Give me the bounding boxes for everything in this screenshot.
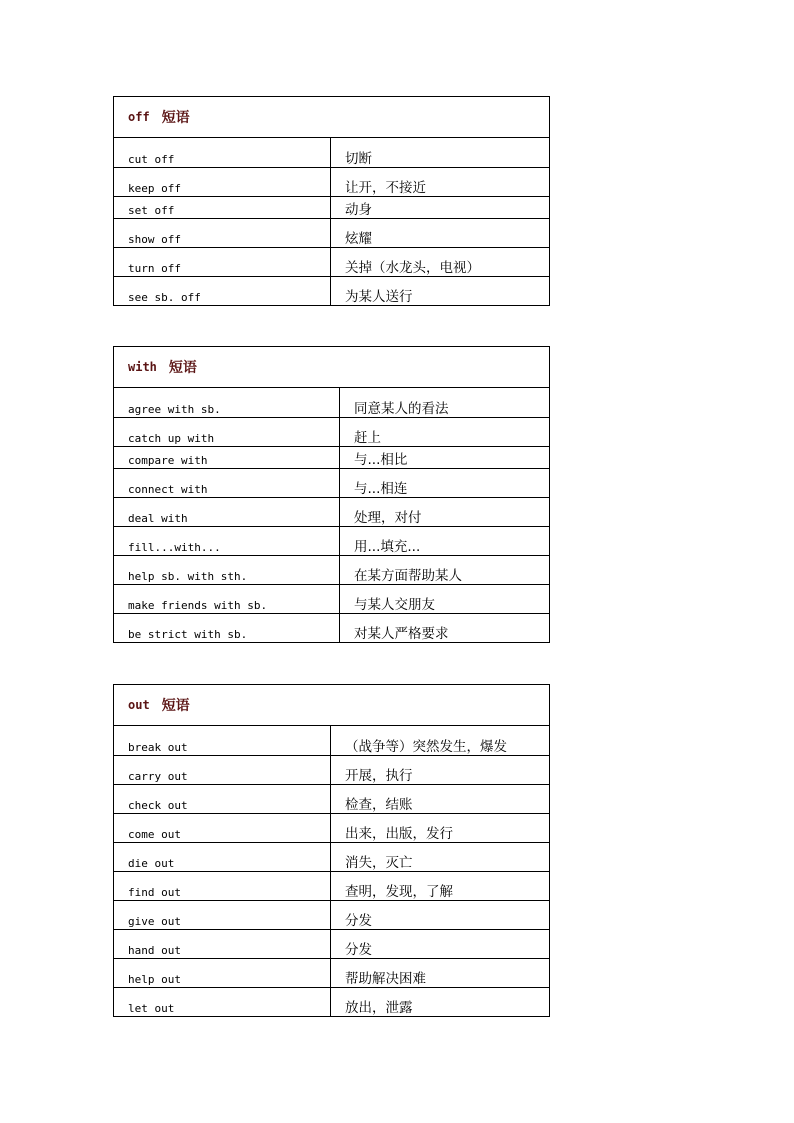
phrase-en: be strict with sb.	[114, 614, 340, 642]
phrase-en: find out	[114, 872, 331, 900]
phrase-en: break out	[114, 726, 331, 755]
phrase-en: help sb. with sth.	[114, 556, 340, 584]
phrase-en: catch up with	[114, 418, 340, 446]
table-label: 短语	[168, 360, 197, 376]
table-row	[114, 726, 549, 755]
phrase-cn: 用...填充...	[354, 539, 421, 555]
phrase-en: come out	[114, 814, 331, 842]
phrase-table-with	[113, 346, 550, 643]
table-row	[114, 497, 549, 526]
table-header	[114, 347, 549, 388]
table-row	[114, 388, 549, 417]
phrase-en: die out	[114, 843, 331, 871]
table-row	[114, 526, 549, 555]
table-row	[114, 468, 549, 497]
table-header	[114, 97, 549, 138]
phrase-cn: 赶上	[354, 430, 381, 446]
table-row	[114, 755, 549, 784]
table-row	[114, 196, 549, 218]
table-row	[114, 446, 549, 468]
phrase-cn: 分发	[345, 913, 372, 929]
table-keyword: off	[128, 110, 150, 124]
phrase-cn: 与...相连	[354, 481, 408, 497]
phrase-en: give out	[114, 901, 331, 929]
table-row	[114, 138, 549, 167]
phrase-en: fill...with...	[114, 527, 340, 555]
table-label: 短语	[161, 698, 190, 714]
phrase-cn: 开展，执行	[345, 768, 413, 784]
table-row	[114, 247, 549, 276]
phrase-en: deal with	[114, 498, 340, 526]
phrase-cn: （战争等）突然发生，爆发	[345, 739, 507, 755]
phrase-en: connect with	[114, 469, 340, 497]
phrase-en: set off	[114, 197, 331, 218]
table-row	[114, 929, 549, 958]
table-row	[114, 417, 549, 446]
phrase-table-off	[113, 96, 550, 306]
table-row	[114, 900, 549, 929]
phrase-cn: 消失，灭亡	[345, 855, 413, 871]
phrase-en: let out	[114, 988, 331, 1016]
table-row	[114, 987, 549, 1016]
table-row	[114, 813, 549, 842]
table-row	[114, 555, 549, 584]
phrase-cn: 同意某人的看法	[354, 401, 449, 417]
phrase-en: cut off	[114, 138, 331, 167]
phrase-cn: 炫耀	[345, 231, 372, 247]
phrase-en: compare with	[114, 447, 340, 468]
phrase-cn: 为某人送行	[345, 289, 413, 305]
phrase-cn: 出来，出版，发行	[345, 826, 453, 842]
table-row	[114, 784, 549, 813]
table-row	[114, 276, 549, 305]
phrase-en: check out	[114, 785, 331, 813]
table-row	[114, 167, 549, 196]
phrase-cn: 处理，对付	[354, 510, 422, 526]
phrase-en: show off	[114, 219, 331, 247]
phrase-cn: 帮助解决困难	[345, 971, 426, 987]
phrase-cn: 在某方面帮助某人	[354, 568, 462, 584]
phrase-en: turn off	[114, 248, 331, 276]
table-row	[114, 613, 549, 642]
phrase-cn: 与...相比	[354, 452, 408, 468]
table-row	[114, 218, 549, 247]
phrase-cn: 关掉（水龙头，电视）	[345, 260, 480, 276]
phrase-cn: 对某人严格要求	[354, 626, 449, 642]
phrase-cn: 放出，泄露	[345, 1000, 413, 1016]
phrase-en: carry out	[114, 756, 331, 784]
table-row	[114, 584, 549, 613]
table-header	[114, 685, 549, 726]
phrase-en: help out	[114, 959, 331, 987]
phrase-cn: 与某人交朋友	[354, 597, 435, 613]
table-keyword: with	[128, 360, 157, 374]
phrase-en: make friends with sb.	[114, 585, 340, 613]
phrase-en: agree with sb.	[114, 388, 340, 417]
phrase-cn: 分发	[345, 942, 372, 958]
phrase-cn: 动身	[345, 202, 372, 218]
table-row	[114, 958, 549, 987]
phrase-en: keep off	[114, 168, 331, 196]
phrase-cn: 查明，发现，了解	[345, 884, 453, 900]
phrase-cn: 检查，结账	[345, 797, 413, 813]
phrase-en: hand out	[114, 930, 331, 958]
phrase-table-out	[113, 684, 550, 1017]
table-label: 短语	[161, 110, 190, 126]
table-keyword: out	[128, 698, 150, 712]
phrase-cn: 让开，不接近	[345, 180, 426, 196]
phrase-en: see sb. off	[114, 277, 331, 305]
phrase-cn: 切断	[345, 151, 372, 167]
table-row	[114, 842, 549, 871]
table-row	[114, 871, 549, 900]
